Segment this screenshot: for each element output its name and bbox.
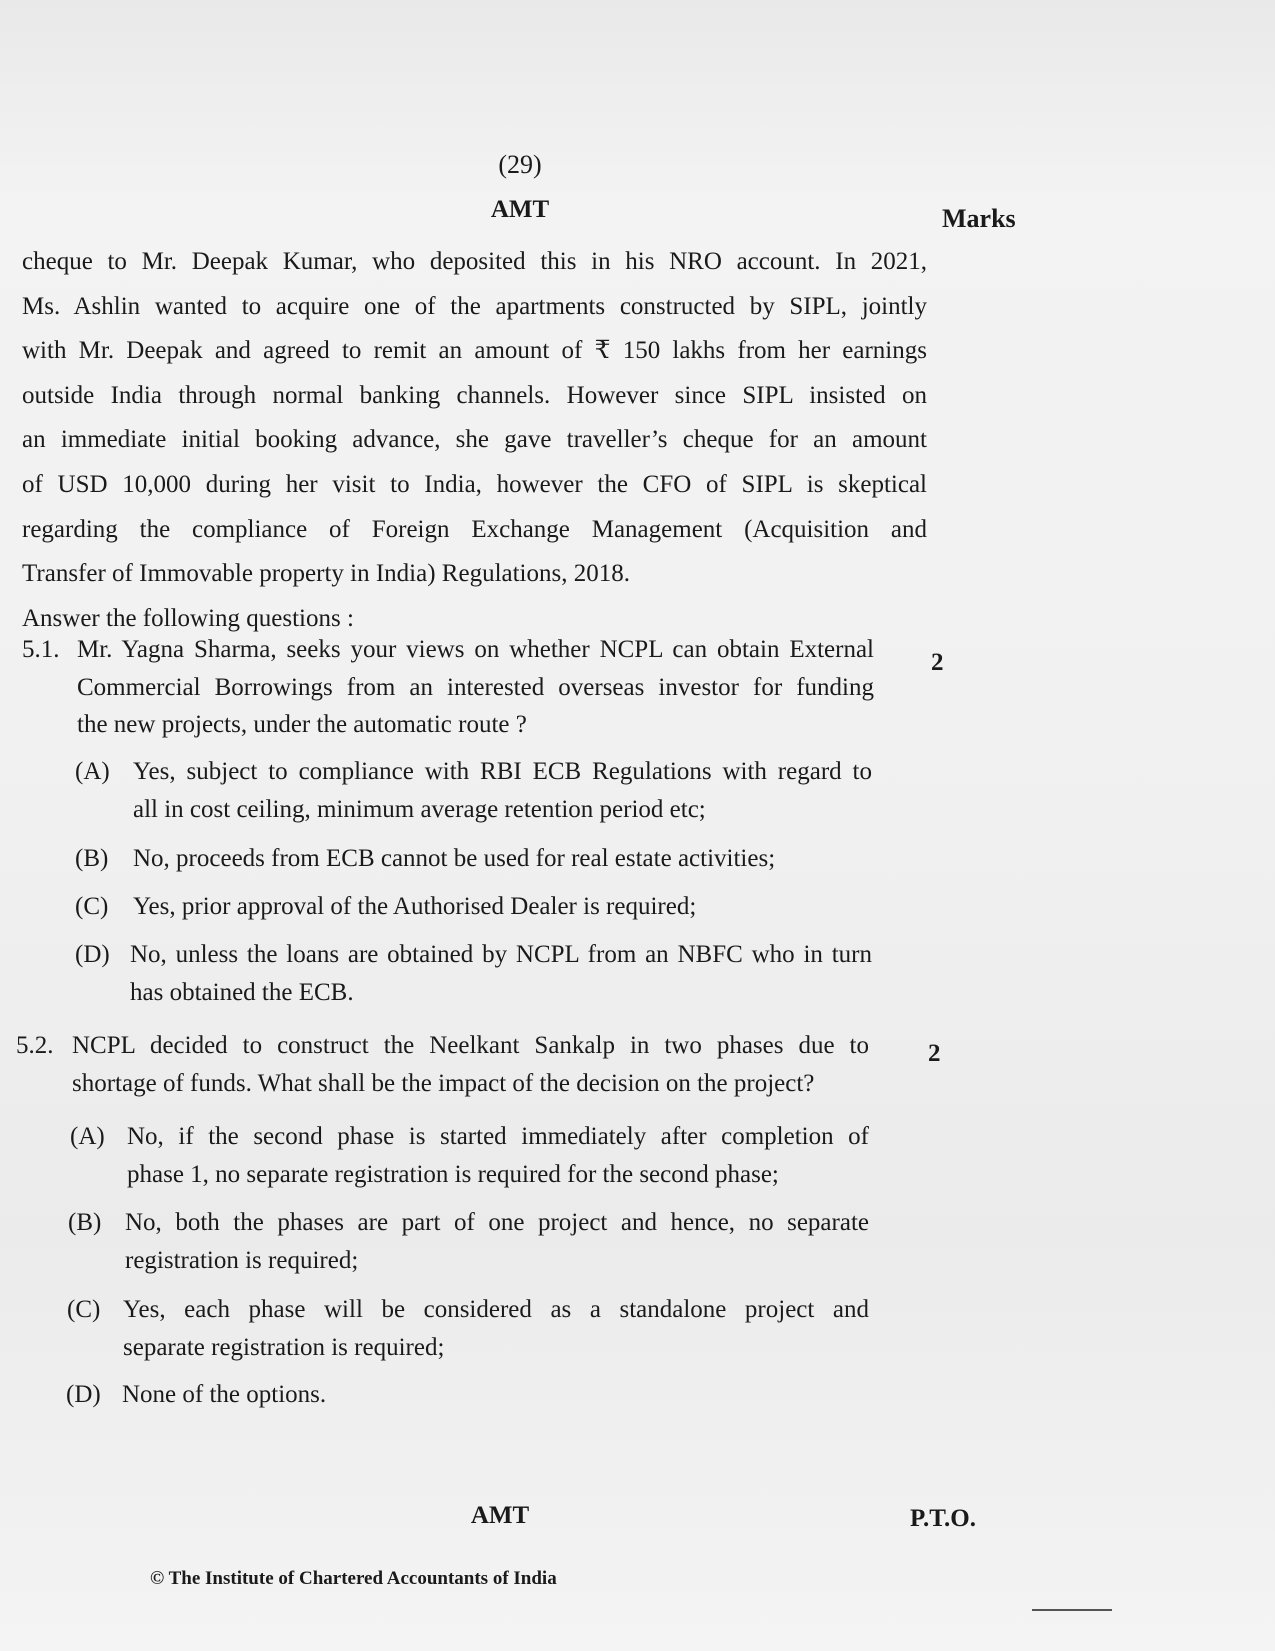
option-letter: (B) [68, 1209, 102, 1236]
option-letter: (D) [75, 941, 110, 968]
passage-line: with Mr. Deepak and agreed to remit an amount of ₹ 150 lakhs from her earnings [22, 337, 927, 365]
passage-line: cheque to Mr. Deepak Kumar, who deposited this in his NRO account. In 2021, [22, 248, 927, 275]
option-b-text: No, proceeds from ECB cannot be used for real estate activities; [133, 845, 776, 872]
option-d-text: None of the options. [122, 1381, 327, 1408]
option-d-text: No, unless the loans are obtained by NCPL from an NBFC who in turn has obtained the ECB. [130, 941, 872, 1006]
option-a-text: No, if the second phase is started immediately after completion of phase 1, no separate registration is required for the second phase; [127, 1123, 869, 1188]
option-letter: (D) [66, 1381, 101, 1408]
option-b-text: No, both the phases are part of one project and hence, no separate registration is required; [125, 1209, 869, 1274]
option-a-text: Yes, subject to compliance with RBI ECB Regulations with regard to all in cost ceiling, minimum average retention period etc; [133, 758, 872, 823]
option-c-text: Yes, each phase will be considered as a standalone project and separate registration is required; [123, 1296, 869, 1361]
marks-column-heading: Marks [942, 204, 1016, 233]
paper-code-footer: AMT [470, 1502, 530, 1529]
question-number: 5.1. [22, 636, 60, 663]
option-letter: (B) [75, 845, 109, 872]
instruction-text: Answer the following questions : [22, 605, 354, 632]
passage-line: an immediate initial booking advance, she gave traveller’s cheque for an amount [22, 426, 927, 454]
option-letter: (C) [67, 1296, 101, 1323]
case-passage [22, 240, 927, 597]
pto-label: P.T.O. [910, 1505, 976, 1532]
passage-line: regarding the compliance of Foreign Exchange Management (Acquisition and [22, 515, 927, 543]
passage-line: of USD 10,000 during her visit to India, however the CFO of SIPL is skeptical [22, 470, 927, 498]
question-marks: 2 [928, 1040, 941, 1067]
passage-line: Ms. Ashlin wanted to acquire one of the apartments constructed by SIPL, jointly [22, 292, 927, 320]
option-letter: (C) [75, 893, 109, 920]
option-letter: (A) [70, 1123, 105, 1150]
footer-rule [1032, 1609, 1112, 1611]
option-c-text: Yes, prior approval of the Authorised Dealer is required; [133, 893, 697, 920]
page-number: (29) [498, 150, 542, 179]
question-marks: 2 [931, 649, 944, 676]
question-text: NCPL decided to construct the Neelkant Sankalp in two phases due to shortage of funds. What shall be the impact of the decision on the project? [72, 1032, 869, 1097]
question-number: 5.2. [16, 1032, 54, 1059]
paper-code-header: AMT [490, 196, 550, 223]
passage-line: outside India through normal banking channels. However since SIPL insisted on [22, 381, 927, 409]
option-letter: (A) [75, 758, 110, 785]
passage-line: Transfer of Immovable property in India) Regulations, 2018. [22, 560, 630, 588]
question-text: Mr. Yagna Sharma, seeks your views on whether NCPL can obtain External Commercial Borrowings from an interested overseas investor for funding the new projects, under the automatic route ? [77, 636, 874, 738]
copyright-notice: © The Institute of Chartered Accountants of India [150, 1568, 557, 1589]
